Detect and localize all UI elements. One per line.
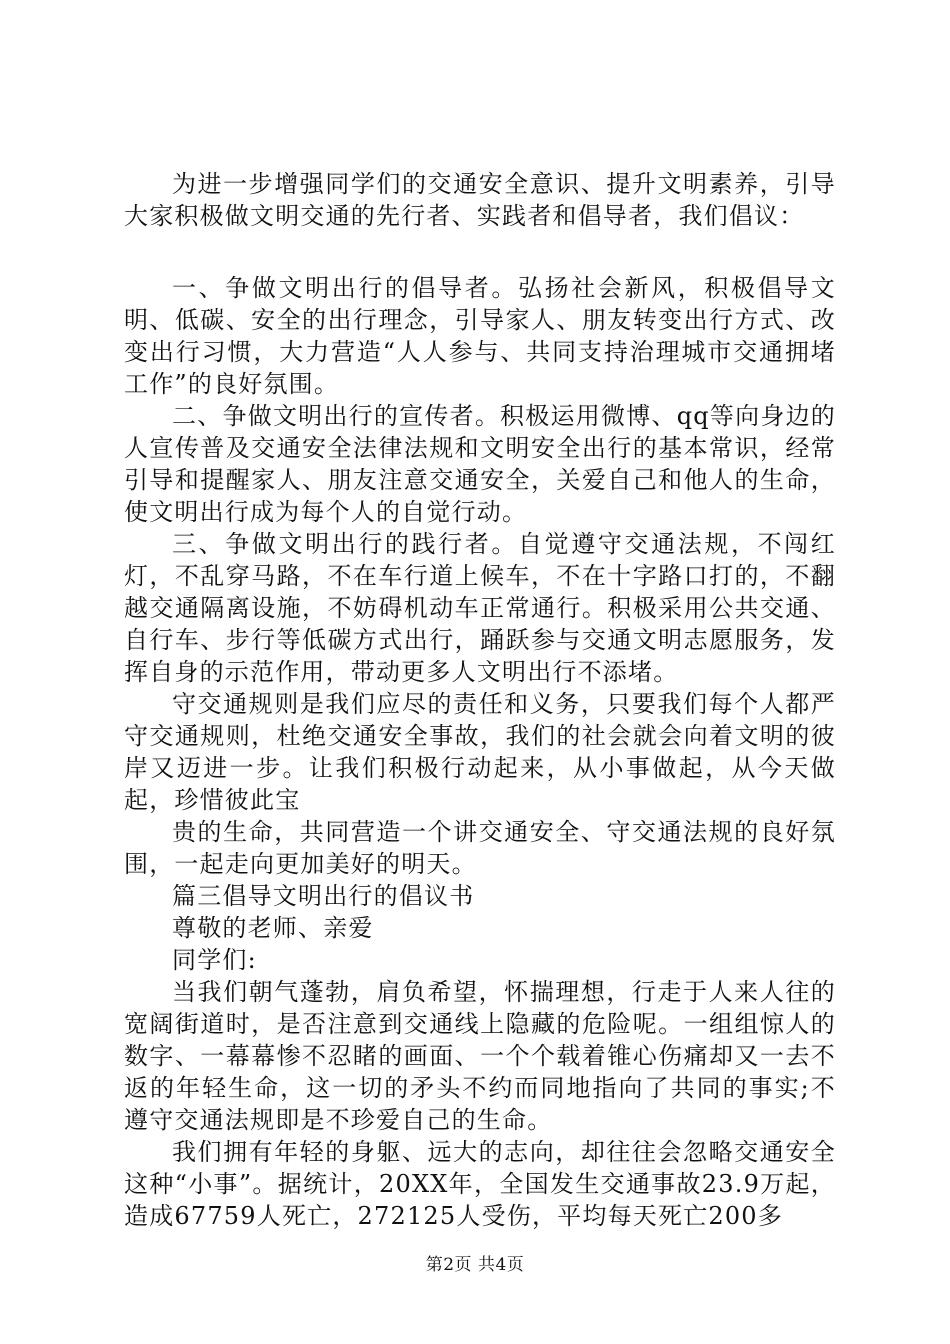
danger-paragraph: 当我们朝气蓬勃，肩负希望，怀揣理想，行走于人来人往的宽阔街道时，是否注意到交通线上隐藏的危险呢。一组组惊人的数字、一幕幕惨不忍睹的画面、一个个载着锥心伤痛却又一去不返的年轻生命，这一切的矛头不约而同地指向了共同的事实;不遵守交通法规即是不珍爱自己的生命。 xyxy=(124,978,836,1134)
rules-continued-paragraph: 贵的生命，共同营造一个讲交通安全、守交通法规的良好氛围，一起走向更加美好的明天。 xyxy=(124,818,836,878)
salutation-line-two: 同学们: xyxy=(172,946,257,974)
page-number-footer: 第2页 共4页 xyxy=(425,1255,525,1275)
intro-paragraph: 为进一步增强同学们的交通安全意识、提升文明素养，引导大家积极做文明交通的先行者、实践者和倡导者，我们倡议： xyxy=(124,170,836,230)
proposal-three-paragraph: 三、争做文明出行的践行者。自觉遵守交通法规，不闯红灯，不乱穿马路，不在车行道上候车，不在十字路口打的，不翻越交通隔离设施，不妨碍机动车正常通行。积极采用公共交通、自行车、步行等低碳方式出行，踊跃参与交通文明志愿服务，发挥自身的示范作用，带动更多人文明出行不添堵。 xyxy=(124,530,836,686)
salutation-line-one: 尊敬的老师、亲爱 xyxy=(172,914,374,942)
proposal-two-paragraph: 二、争做文明出行的宣传者。积极运用微博、qq等向身边的人宣传普及交通安全法律法规和文明安全出行的基本常识，经常引导和提醒家人、朋友注意交通安全，关爱自己和他人的生命，使文明出行成为每个人的自觉行动。 xyxy=(124,402,836,526)
document-body xyxy=(124,168,836,1232)
statistics-paragraph: 我们拥有年轻的身躯、远大的志向，却往往会忽略交通安全这种“小事”。据统计，20XX年，全国发生交通事故23.9万起，造成67759人死亡，272125人受伤，平均每天死亡200多 xyxy=(124,1138,836,1230)
section-title: 篇三倡导文明出行的倡议书 xyxy=(172,882,475,910)
proposal-one-paragraph: 一、争做文明出行的倡导者。弘扬社会新风，积极倡导文明、低碳、安全的出行理念，引导家人、朋友转变出行方式、改变出行习惯，大力营造“人人参与、共同支持治理城市交通拥堵工作”的良好氛围。 xyxy=(124,274,836,398)
rules-paragraph: 守交通规则是我们应尽的责任和义务，只要我们每个人都严守交通规则，杜绝交通安全事故，我们的社会就会向着文明的彼岸又迈进一步。让我们积极行动起来，从小事做起，从今天做起，珍惜彼此宝 xyxy=(124,690,836,814)
